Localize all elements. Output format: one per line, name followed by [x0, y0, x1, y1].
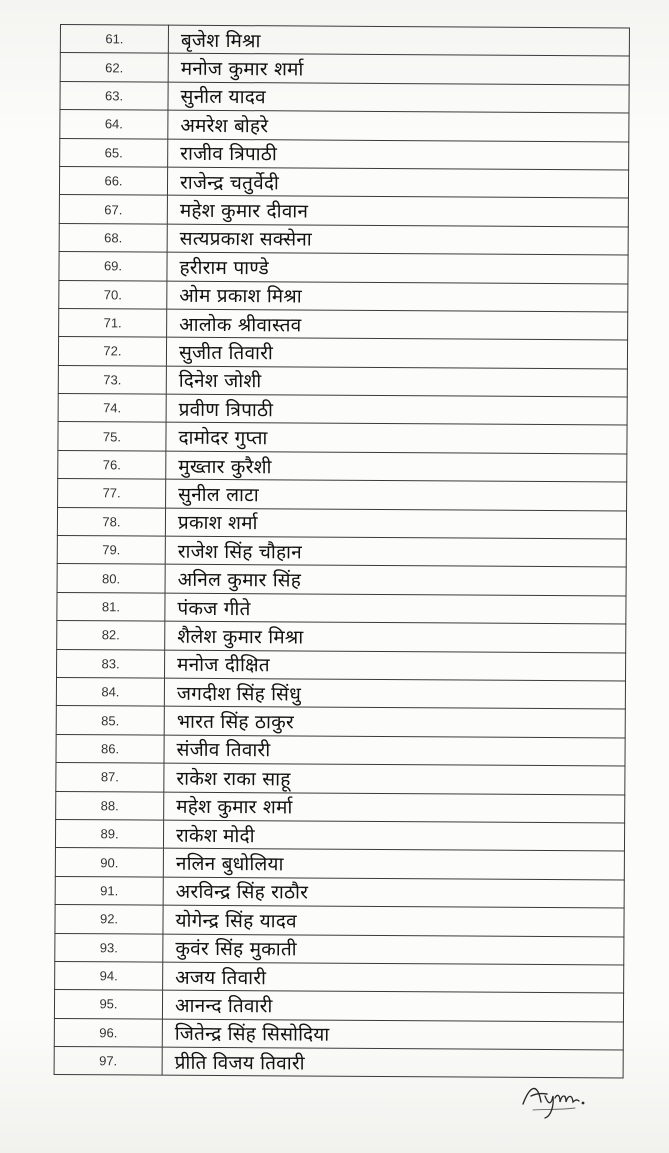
table-row — [57, 621, 626, 653]
serial-number: 62. — [60, 53, 168, 82]
table-row — [59, 195, 628, 227]
table-row — [59, 166, 628, 198]
table-row — [55, 905, 624, 937]
serial-number: 67. — [59, 195, 167, 224]
serial-number: 89. — [55, 819, 163, 848]
table-row — [57, 592, 626, 624]
serial-number: 74. — [58, 394, 166, 423]
table-row — [60, 53, 629, 85]
person-name: महेश कुमार शर्मा — [164, 792, 625, 823]
serial-number: 83. — [57, 649, 165, 678]
table-row — [57, 507, 626, 539]
serial-number: 68. — [59, 223, 167, 252]
person-name: बृजेश मिश्रा — [168, 25, 629, 56]
serial-number: 65. — [60, 138, 168, 167]
serial-number: 88. — [56, 791, 164, 820]
table-row — [56, 734, 625, 766]
person-name: नलिन बुधोलिया — [163, 848, 624, 879]
person-name: राकेश मोदी — [163, 820, 624, 851]
serial-number: 82. — [57, 621, 165, 650]
table-row — [58, 365, 627, 397]
name-list-body — [54, 25, 629, 1079]
serial-number: 86. — [56, 734, 164, 763]
person-name: राजेश सिंह चौहान — [165, 536, 626, 567]
table-row — [58, 394, 627, 426]
person-name: पंकज गीते — [165, 593, 626, 624]
serial-number: 94. — [55, 961, 163, 990]
person-name: सुनील यादव — [168, 82, 629, 113]
serial-number: 91. — [55, 876, 163, 905]
serial-number: 90. — [55, 848, 163, 877]
serial-number: 63. — [60, 81, 168, 110]
table-row — [58, 337, 627, 369]
person-name: भारत सिंह ठाकुर — [164, 707, 625, 738]
serial-number: 92. — [55, 905, 163, 934]
serial-number: 85. — [56, 706, 164, 735]
serial-number: 73. — [58, 365, 166, 394]
serial-number: 97. — [54, 1047, 162, 1076]
person-name: शैलेश कुमार मिश्रा — [165, 621, 626, 652]
table-row — [57, 536, 626, 568]
table-row — [58, 479, 627, 511]
table-row — [60, 81, 629, 113]
table-row — [55, 933, 624, 965]
person-name: हरीराम पाण्डे — [167, 252, 628, 283]
table-row — [56, 791, 625, 823]
table-row — [54, 990, 623, 1022]
table-row — [56, 706, 625, 738]
person-name: अजय तिवारी — [163, 962, 624, 993]
person-name: राजेन्द्र चतुर्वेदी — [167, 167, 628, 198]
person-name: सत्यप्रकाश सक्सेना — [167, 224, 628, 255]
person-name: अमरेश बोहरे — [168, 110, 629, 141]
person-name: संजीव तिवारी — [164, 735, 625, 766]
table-row — [59, 280, 628, 312]
table-row — [55, 819, 624, 851]
table-row — [55, 876, 624, 908]
person-name: प्रकाश शर्मा — [165, 508, 626, 539]
name-list-table — [54, 24, 630, 1079]
handwritten-signature — [515, 1072, 605, 1122]
person-name: आनन्द तिवारी — [162, 990, 623, 1021]
table-row — [57, 564, 626, 596]
table-row — [59, 308, 628, 340]
serial-number: 96. — [54, 1018, 162, 1047]
person-name: मनोज दीक्षित — [165, 650, 626, 681]
table-row — [60, 138, 629, 170]
table-row — [56, 763, 625, 795]
person-name: सुनील लाटा — [166, 479, 627, 510]
table-row — [60, 110, 629, 142]
person-name: सुजीत तिवारी — [166, 337, 627, 368]
table-row — [56, 677, 625, 709]
serial-number: 84. — [56, 677, 164, 706]
serial-number: 80. — [57, 564, 165, 593]
serial-number: 61. — [60, 25, 168, 54]
serial-number: 66. — [59, 166, 167, 195]
person-name: प्रीति विजय तिवारी — [162, 1047, 623, 1078]
person-name: ओम प्रकाश मिश्रा — [167, 281, 628, 312]
person-name: मनोज कुमार शर्मा — [168, 54, 629, 85]
serial-number: 79. — [57, 536, 165, 565]
serial-number: 78. — [57, 507, 165, 536]
serial-number: 71. — [59, 308, 167, 337]
serial-number: 81. — [57, 592, 165, 621]
serial-number: 75. — [58, 422, 166, 451]
table-row — [54, 1018, 623, 1050]
serial-number: 77. — [58, 479, 166, 508]
person-name: दिनेश जोशी — [166, 366, 627, 397]
table-row — [59, 252, 628, 284]
person-name: कुवंर सिंह मुकाती — [163, 934, 624, 965]
table-row — [58, 422, 627, 454]
serial-number: 69. — [59, 252, 167, 281]
person-name: जितेन्द्र सिंह सिसोदिया — [162, 1019, 623, 1050]
person-name: महेश कुमार दीवान — [167, 196, 628, 227]
serial-number: 64. — [60, 110, 168, 139]
table-row — [60, 25, 629, 57]
person-name: दामोदर गुप्ता — [166, 423, 627, 454]
person-name: अरविन्द्र सिंह राठौर — [163, 877, 624, 908]
table-row — [57, 649, 626, 681]
table-row — [58, 450, 627, 482]
serial-number: 95. — [54, 990, 162, 1019]
table-row — [55, 961, 624, 993]
person-name: योगेन्द्र सिंह यादव — [163, 905, 624, 936]
serial-number: 70. — [59, 280, 167, 309]
serial-number: 72. — [58, 337, 166, 366]
serial-number: 76. — [58, 450, 166, 479]
serial-number: 93. — [55, 933, 163, 962]
person-name: राजीव त्रिपाठी — [168, 139, 629, 170]
table-row — [59, 223, 628, 255]
person-name: जगदीश सिंह सिंधु — [164, 678, 625, 709]
person-name: आलोक श्रीवास्तव — [167, 309, 628, 340]
person-name: राकेश राका साहू — [164, 763, 625, 794]
serial-number: 87. — [56, 763, 164, 792]
person-name: प्रवीण त्रिपाठी — [166, 394, 627, 425]
person-name: अनिल कुमार सिंह — [165, 565, 626, 596]
person-name: मुख्तार कुरैशी — [166, 451, 627, 482]
table-row — [55, 848, 624, 880]
